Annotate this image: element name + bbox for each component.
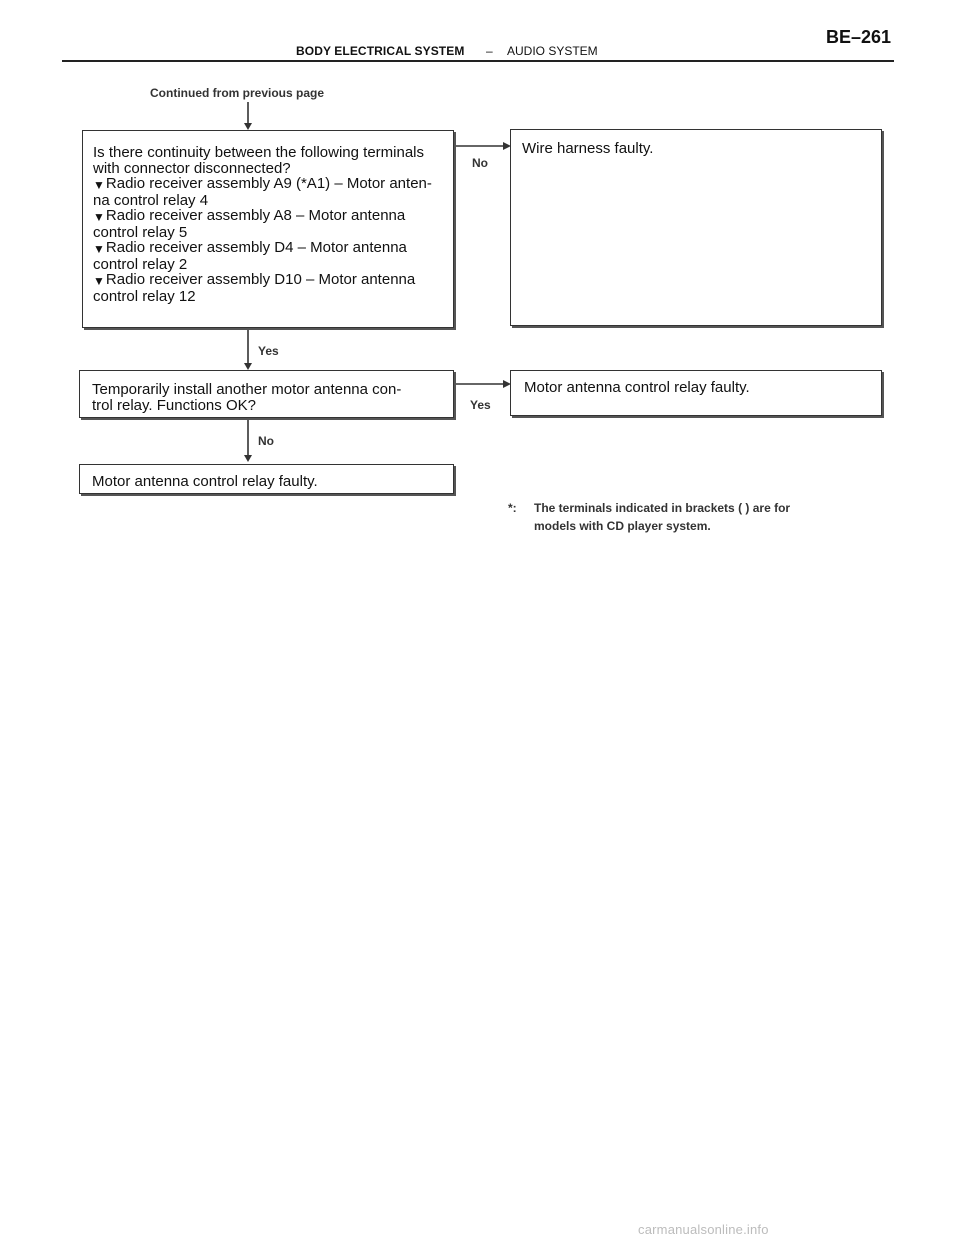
terminal-item-1: ▼Radio receiver assembly A9 (*A1) – Motor anten- bbox=[93, 175, 432, 192]
branch-label-yes-2: Yes bbox=[470, 398, 491, 412]
result-wire-harness-text: Wire harness faulty. bbox=[522, 140, 654, 157]
terminal-item-3: ▼Radio receiver assembly D4 – Motor antenna bbox=[93, 239, 407, 256]
watermark: carmanualsonline.info bbox=[638, 1222, 769, 1237]
question-continuity-text: Is there continuity between the following terminals with connector disconnected? ▼Radio receiver assembly A9 (*A1) – Motor anten- na control relay 4 ▼Radio receiver assembly A8 – Motor antenna control relay 5 ▼Radio receiver assembly D4 – Motor antenna control relay 2 ▼Radio receiver assembly D10 – Motor antenna control relay 12 bbox=[93, 145, 451, 304]
bullet-icon: ▼ bbox=[93, 210, 105, 224]
result-box-relay-faulty-bottom bbox=[79, 464, 454, 494]
arrowhead-down-2 bbox=[244, 363, 252, 370]
header-separator: – bbox=[486, 44, 493, 58]
result-relay-faulty-right-text: Motor antenna control relay faulty. bbox=[524, 379, 750, 396]
page-number: BE–261 bbox=[826, 27, 892, 47]
footnote-line-1: The terminals indicated in brackets ( ) are for bbox=[534, 501, 791, 515]
question-intro-line-2: with connector disconnected? bbox=[93, 159, 291, 177]
footnote-marker: *: bbox=[508, 501, 517, 515]
branch-label-no-1: No bbox=[472, 156, 488, 170]
result-box-relay-faulty-right bbox=[510, 370, 882, 416]
header-subsystem-title: AUDIO SYSTEM bbox=[507, 44, 598, 58]
question-box-relay-swap bbox=[79, 370, 454, 418]
branch-label-yes-1: Yes bbox=[258, 344, 279, 358]
question-box-continuity bbox=[82, 130, 454, 328]
question-relay-swap-text: Temporarily install another motor antenna con- trol relay. Functions OK? bbox=[92, 381, 402, 414]
question-intro-line-1: Is there continuity between the following terminals bbox=[93, 144, 425, 161]
branch-label-no-2: No bbox=[258, 434, 274, 448]
arrowhead-down-3 bbox=[244, 455, 252, 462]
terminal-item-4: ▼Radio receiver assembly D10 – Motor antenna bbox=[93, 271, 416, 288]
footnote-line-2: models with CD player system. bbox=[534, 519, 711, 533]
bullet-icon: ▼ bbox=[93, 178, 105, 192]
terminal-item-2: ▼Radio receiver assembly A8 – Motor antenna bbox=[93, 207, 406, 224]
arrowhead-down-1 bbox=[244, 123, 252, 130]
result-box-wire-harness bbox=[510, 129, 882, 326]
bullet-icon: ▼ bbox=[93, 274, 105, 288]
result-relay-faulty-bottom-text: Motor antenna control relay faulty. bbox=[92, 473, 318, 490]
continued-note: Continued from previous page bbox=[150, 86, 325, 100]
bullet-icon: ▼ bbox=[93, 242, 105, 256]
header-system-title: BODY ELECTRICAL SYSTEM bbox=[296, 44, 465, 58]
